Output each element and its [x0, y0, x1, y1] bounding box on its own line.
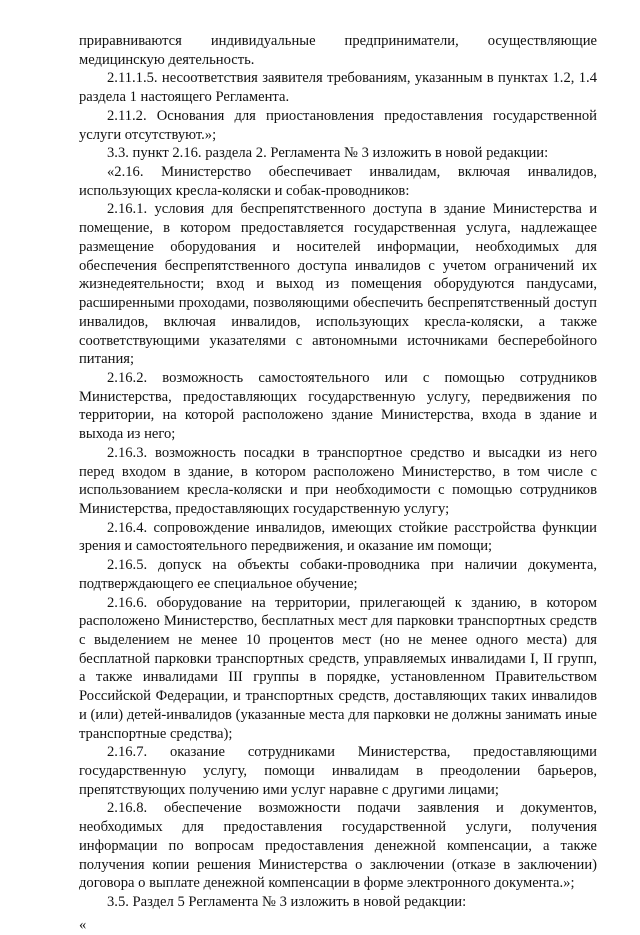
paragraph-2-16-2: 2.16.2. возможность самостоятельного или с помощью сотрудников Министерства, предоставляющих государственную услугу, передвижения по территории, на которой расположено здание Министерства, входа в здание и выхода из него;	[79, 369, 597, 443]
paragraph-2-11-1-5: 2.11.1.5. несоответствия заявителя требованиям, указанным в пунктах 1.2, 1.4 раздела 1 настоящего Регламента.	[79, 70, 597, 106]
document-body	[79, 32, 597, 935]
paragraph-continuation: приравниваются индивидуальные предприниматели, осуществляющие медицинскую деятельность.	[79, 33, 597, 68]
paragraph-3-5: 3.5. Раздел 5 Регламента № 3 изложить в новой редакции:	[107, 894, 467, 911]
paragraph-2-16-7: 2.16.7. оказание сотрудниками Министерства, предоставляющими государственную услугу, помощи инвалидам в преодолении барьеров, препятствующих получению ими услуг наравне с другими лицами;	[79, 744, 597, 798]
paragraph-2-16-4: 2.16.4. сопровождение инвалидов, имеющих стойкие расстройства функции зрения и самостоятельного передвижения, и оказание им помощи;	[79, 519, 597, 555]
opening-quote: «	[79, 916, 87, 933]
paragraph-2-16-6: 2.16.6. оборудование на территории, прилегающей к зданию, в котором расположено Министерство, бесплатных мест для парковки транспортных средств с выделением не менее 10 процентов мест (но не менее одного места) для бесплатной парковки транспортных средств, управляемых инвалидами I, II групп, а также инвалидами III группы в порядке, установленном Правительством Российской Федерации, и транспортных средств, доставляющих таких инвалидов и (или) детей-инвалидов (указанные места для парковки не должны занимать иные транспортные средства);	[79, 594, 597, 742]
paragraph-2-16-8: 2.16.8. обеспечение возможности подачи заявления и документов, необходимых для предоставления государственной услуги, получения информации по вопросам предоставления денежной компенсации, а также получения копии решения Министерства о заключении (отказе в заключении) договора о выплате денежной компенсации в форме электронного документа.»;	[79, 800, 597, 892]
paragraph-2-16-1: 2.16.1. условия для беспрепятственного доступа в здание Министерства и помещение, в котором предоставляется государственная услуга, надлежащее размещение оборудования и носителей информации, необходимых для обеспечения беспрепятственного доступа инвалидов с учетом ограничений их жизнедеятельности; вход и выход из помещения оборудуются пандусами, расширенными проходами, позволяющими обеспечить беспрепятственный доступ инвалидов, включая инвалидов, использующих кресла-коляски, а также соответствующими указателями с автономными источниками бесперебойного питания;	[79, 201, 597, 368]
paragraph-2-16: «2.16. Министерство обеспечивает инвалидам, включая инвалидов, использующих кресла-коляски и собак-проводников:	[79, 164, 597, 199]
paragraph-2-16-5: 2.16.5. допуск на объекты собаки-проводника при наличии документа, подтверждающего ее специальное обучение;	[79, 557, 597, 592]
paragraph-3-3: 3.3. пункт 2.16. раздела 2. Регламента № 3 изложить в новой редакции:	[107, 145, 549, 162]
paragraph-2-16-3: 2.16.3. возможность посадки в транспортное средство и высадки из него перед входом в здание, в котором расположено Министерство, в том числе с использованием кресла-коляски и при необходимости с помощью сотрудников Министерства, предоставляющих государственную услугу;	[79, 444, 597, 517]
paragraph-2-11-2: 2.11.2. Основания для приостановления предоставления государственной услуги отсутствуют.»;	[79, 107, 597, 143]
